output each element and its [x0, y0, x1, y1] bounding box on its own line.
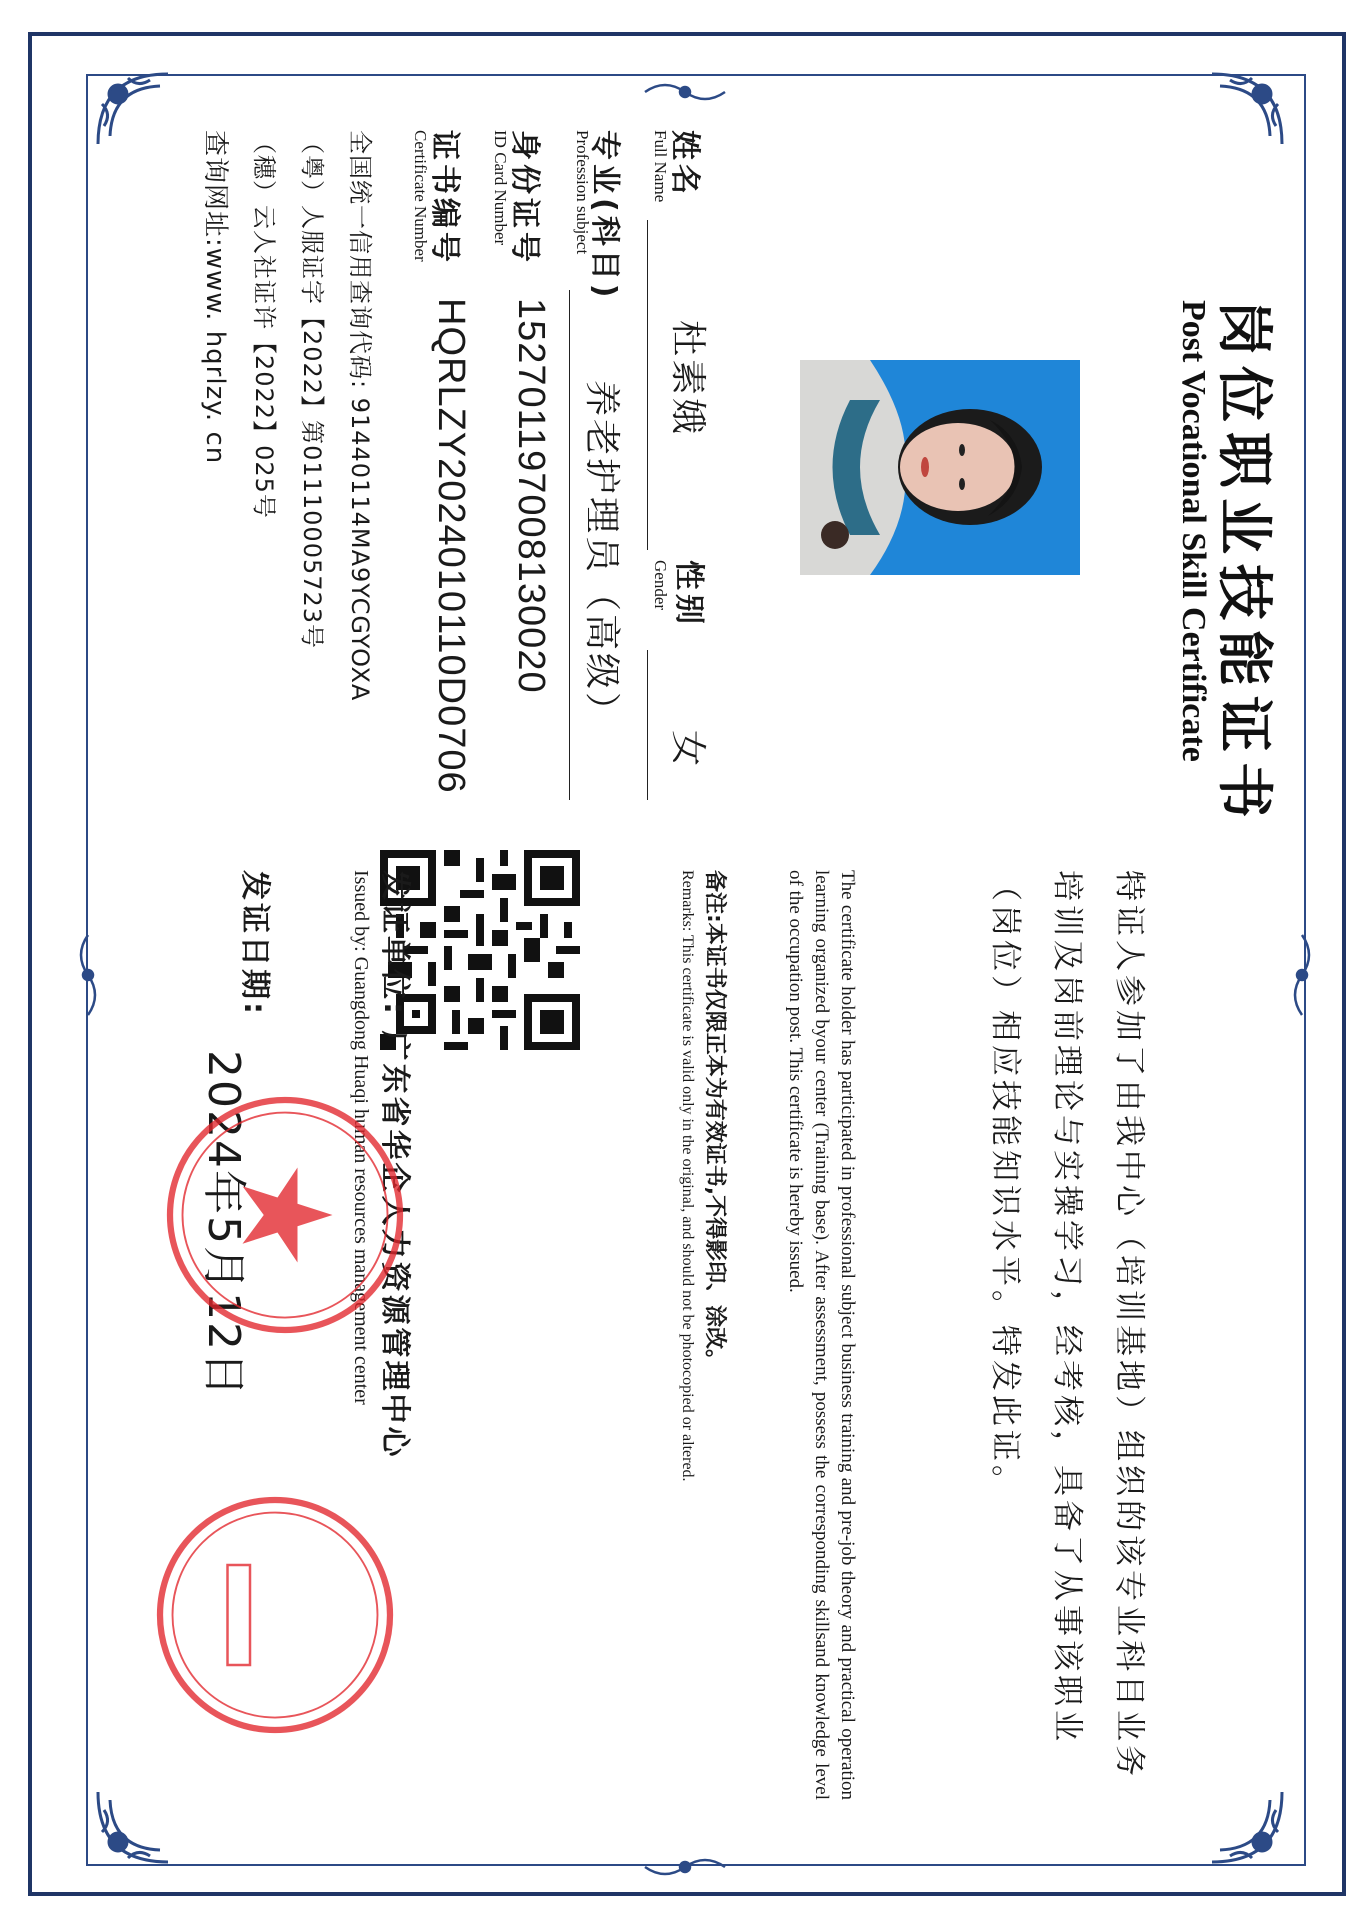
- license-number-2: （穗）云人社证许【2022】025号: [250, 130, 278, 519]
- gender-label-en: Gender: [651, 560, 670, 611]
- certificate-content: [90, 90, 1310, 1870]
- remark-cn: 备注:本证书仅限正本为有效证书,不得影印、涂改。: [702, 870, 727, 1372]
- issuer-label-cn: 发证单位:: [377, 870, 412, 1017]
- cert-number-label-en: Certificate Number: [411, 130, 430, 262]
- issuer-label-en: Issued by:: [350, 870, 372, 952]
- certificate-title-cn: 岗位职业技能证书: [1211, 300, 1276, 828]
- name-label-en: Full Name: [651, 130, 670, 203]
- query-website: 查询网址:www. hqrlzy. cn: [200, 130, 230, 465]
- credit-code: 全国统一信用查询代码: 91440114MA9YCGYOXA: [346, 130, 374, 702]
- issue-date: 2024年5月12日: [198, 1050, 249, 1398]
- gender-label-cn: 性别: [671, 560, 706, 628]
- official-seal-2: [150, 1490, 400, 1740]
- certificate-title-en: Post Vocational Skill Certificate: [1175, 300, 1212, 762]
- statement-cn: 特证人参加了由我中心（培训基地）组织的该专业科目业务培训及岗前理论与实操学习，经考核，具备了从事该职业（岗位）相应技能知识水平。特发此证。: [987, 870, 1147, 1780]
- remark-en: Remarks: This certificate is valid only in the original, and should not be photocopied or altered.: [679, 870, 696, 1482]
- issue-date-label: 发证日期:: [237, 870, 272, 1017]
- cert-number: HQRLZY2024010110D0706: [430, 298, 472, 794]
- gender-underline: [647, 650, 648, 800]
- name-label-cn: 姓名: [667, 130, 702, 198]
- portrait-image: [800, 360, 1080, 575]
- issuer-name-en: Guangdong Huaqi human resources management center: [350, 956, 372, 1405]
- license-number-1: （粤）人服证字【2022】第01110005723号: [298, 130, 326, 650]
- statement-en: The certificate holder has participated in professional subject business training and pre-job theory and practical operation learning organized byour center (Training base). After assessment, possess the corresponding skillsand knowledge level of the occupation post. This certificate is hereby issued.: [785, 870, 858, 1800]
- holder-photo: [800, 360, 1080, 575]
- profession-label-en: Profession subject: [573, 130, 592, 255]
- cert-number-label-cn: 证书编号: [427, 130, 462, 266]
- profession-label-cn: 专业(科目): [587, 130, 622, 302]
- official-seal-1: [160, 1090, 410, 1340]
- profession-underline: [569, 290, 570, 800]
- name-underline: [647, 220, 648, 550]
- holder-name: 杜素娥: [667, 320, 708, 438]
- id-label-en: ID Card Number: [491, 130, 510, 246]
- id-label-cn: 身份证号: [507, 130, 542, 266]
- holder-profession: 养老护理员（高级）: [581, 380, 622, 732]
- holder-gender: 女: [667, 730, 708, 770]
- id-number: 152701197008130020: [510, 298, 552, 694]
- issuer-name-cn: 广东省华企人力资源管理中心: [377, 1030, 412, 1460]
